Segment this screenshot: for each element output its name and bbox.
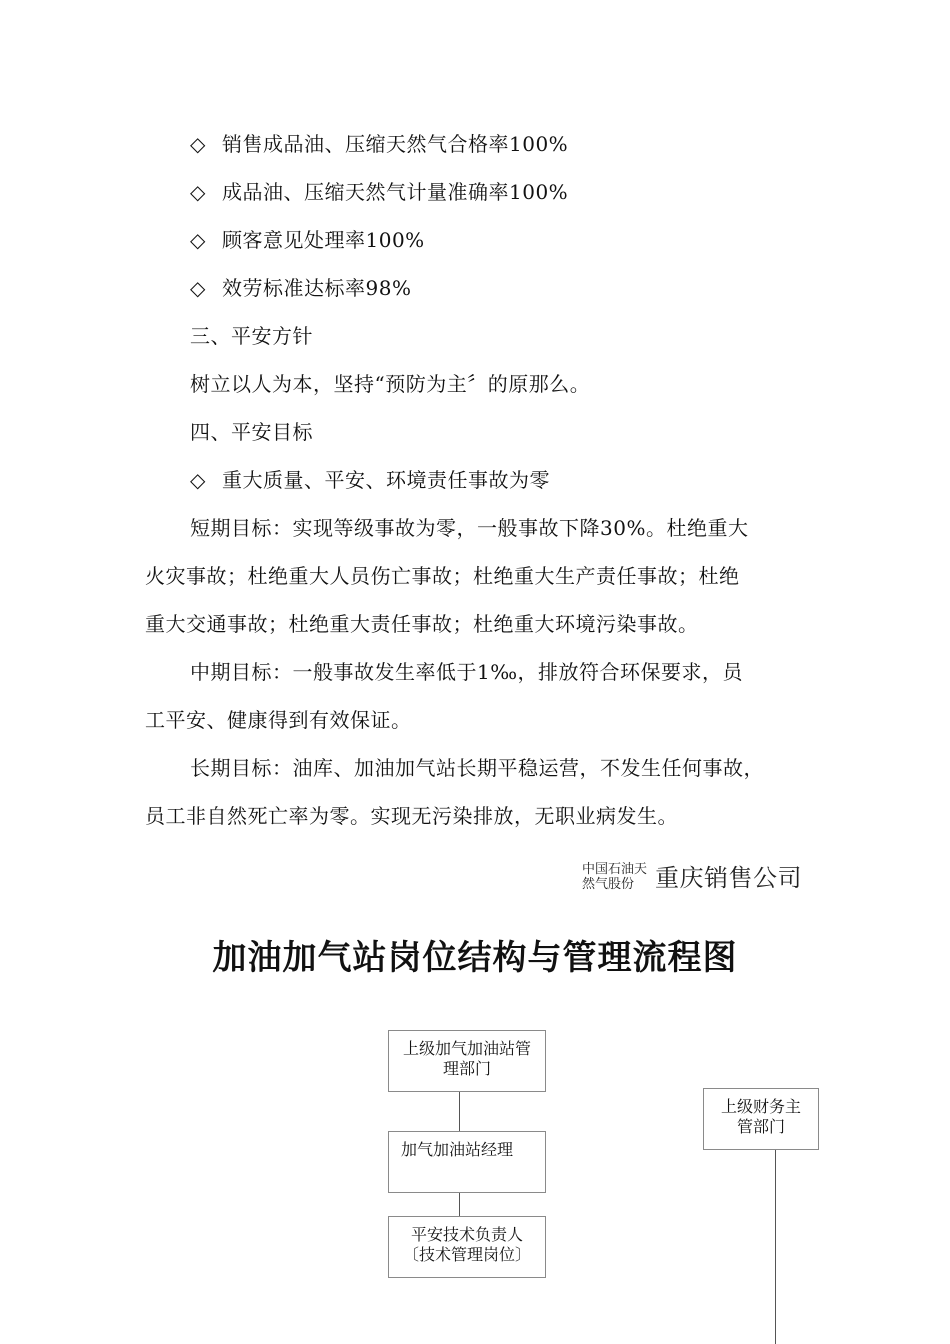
diamond-bullet-icon: ◇ [190,468,206,492]
flow-box-safety-tech-lead [388,1216,546,1278]
list-item [190,180,568,204]
list-item-text: 顾客意见处理率100% [222,228,425,252]
flow-box-superior-station-management [388,1030,546,1092]
paragraph-line: 长期目标：油库、加油加气站长期平稳运营，不发生任何事故， [190,756,764,780]
logo-line: 中国石油天 [582,862,648,877]
flow-box-station-manager [388,1131,546,1193]
list-item-text: 成品油、压缩天然气计量准确率100% [222,180,569,204]
paragraph-line: 短期目标：实现等级事故为零，一般事故下降30%。杜绝重大 [190,516,749,540]
flow-box-superior-finance-dept [703,1088,819,1150]
paragraph-line: 工平安、健康得到有效保证。 [145,708,412,732]
list-item-text: 重大质量、平安、环境责任事故为零 [222,468,550,492]
list-item-text: 效劳标准达标率98% [222,276,412,300]
diamond-bullet-icon: ◇ [190,132,206,156]
list-item [190,228,425,252]
diamond-bullet-icon: ◇ [190,180,206,204]
paragraph-line: 重大交通事故；杜绝重大责任事故；杜绝重大环境污染事故。 [145,612,699,636]
flow-box-label: 〔技术管理岗位〕 [402,1245,531,1264]
list-item [190,276,411,300]
diamond-bullet-icon: ◇ [190,228,206,252]
diamond-bullet-icon: ◇ [190,276,206,300]
flow-box-label: 上级财务主管部门 [720,1097,801,1136]
flow-box-label: 平安技术负责人 [410,1225,523,1244]
company-logo-small-text [582,862,647,892]
connector-line [459,1092,460,1132]
flow-box-label: 加气加油站经理 [401,1140,514,1159]
paragraph-line: 火灾事故；杜绝重大人员伤亡事故；杜绝重大生产责任事故；杜绝 [145,564,740,588]
paragraph: 树立以人为本，坚持“预防为主〞的原那么。 [190,372,591,396]
list-item-text: 销售成品油、压缩天然气合格率100% [222,132,569,156]
section-heading: 三、平安方针 [190,324,313,348]
document-title: 加油加气站岗位结构与管理流程图 [212,938,738,978]
list-item [190,132,568,156]
list-item [190,468,550,492]
company-logo-name: 重庆销售公司 [655,864,802,892]
connector-line [775,1150,776,1344]
section-heading: 四、平安目标 [190,420,313,444]
logo-line: 然气股份 [582,877,635,892]
paragraph-line: 员工非自然死亡率为零。实现无污染排放，无职业病发生。 [145,804,678,828]
paragraph-line: 中期目标：一般事故发生率低于1‰，排放符合环保要求，员 [190,660,744,684]
flow-box-label: 上级加气加油站管理部门 [402,1039,531,1078]
